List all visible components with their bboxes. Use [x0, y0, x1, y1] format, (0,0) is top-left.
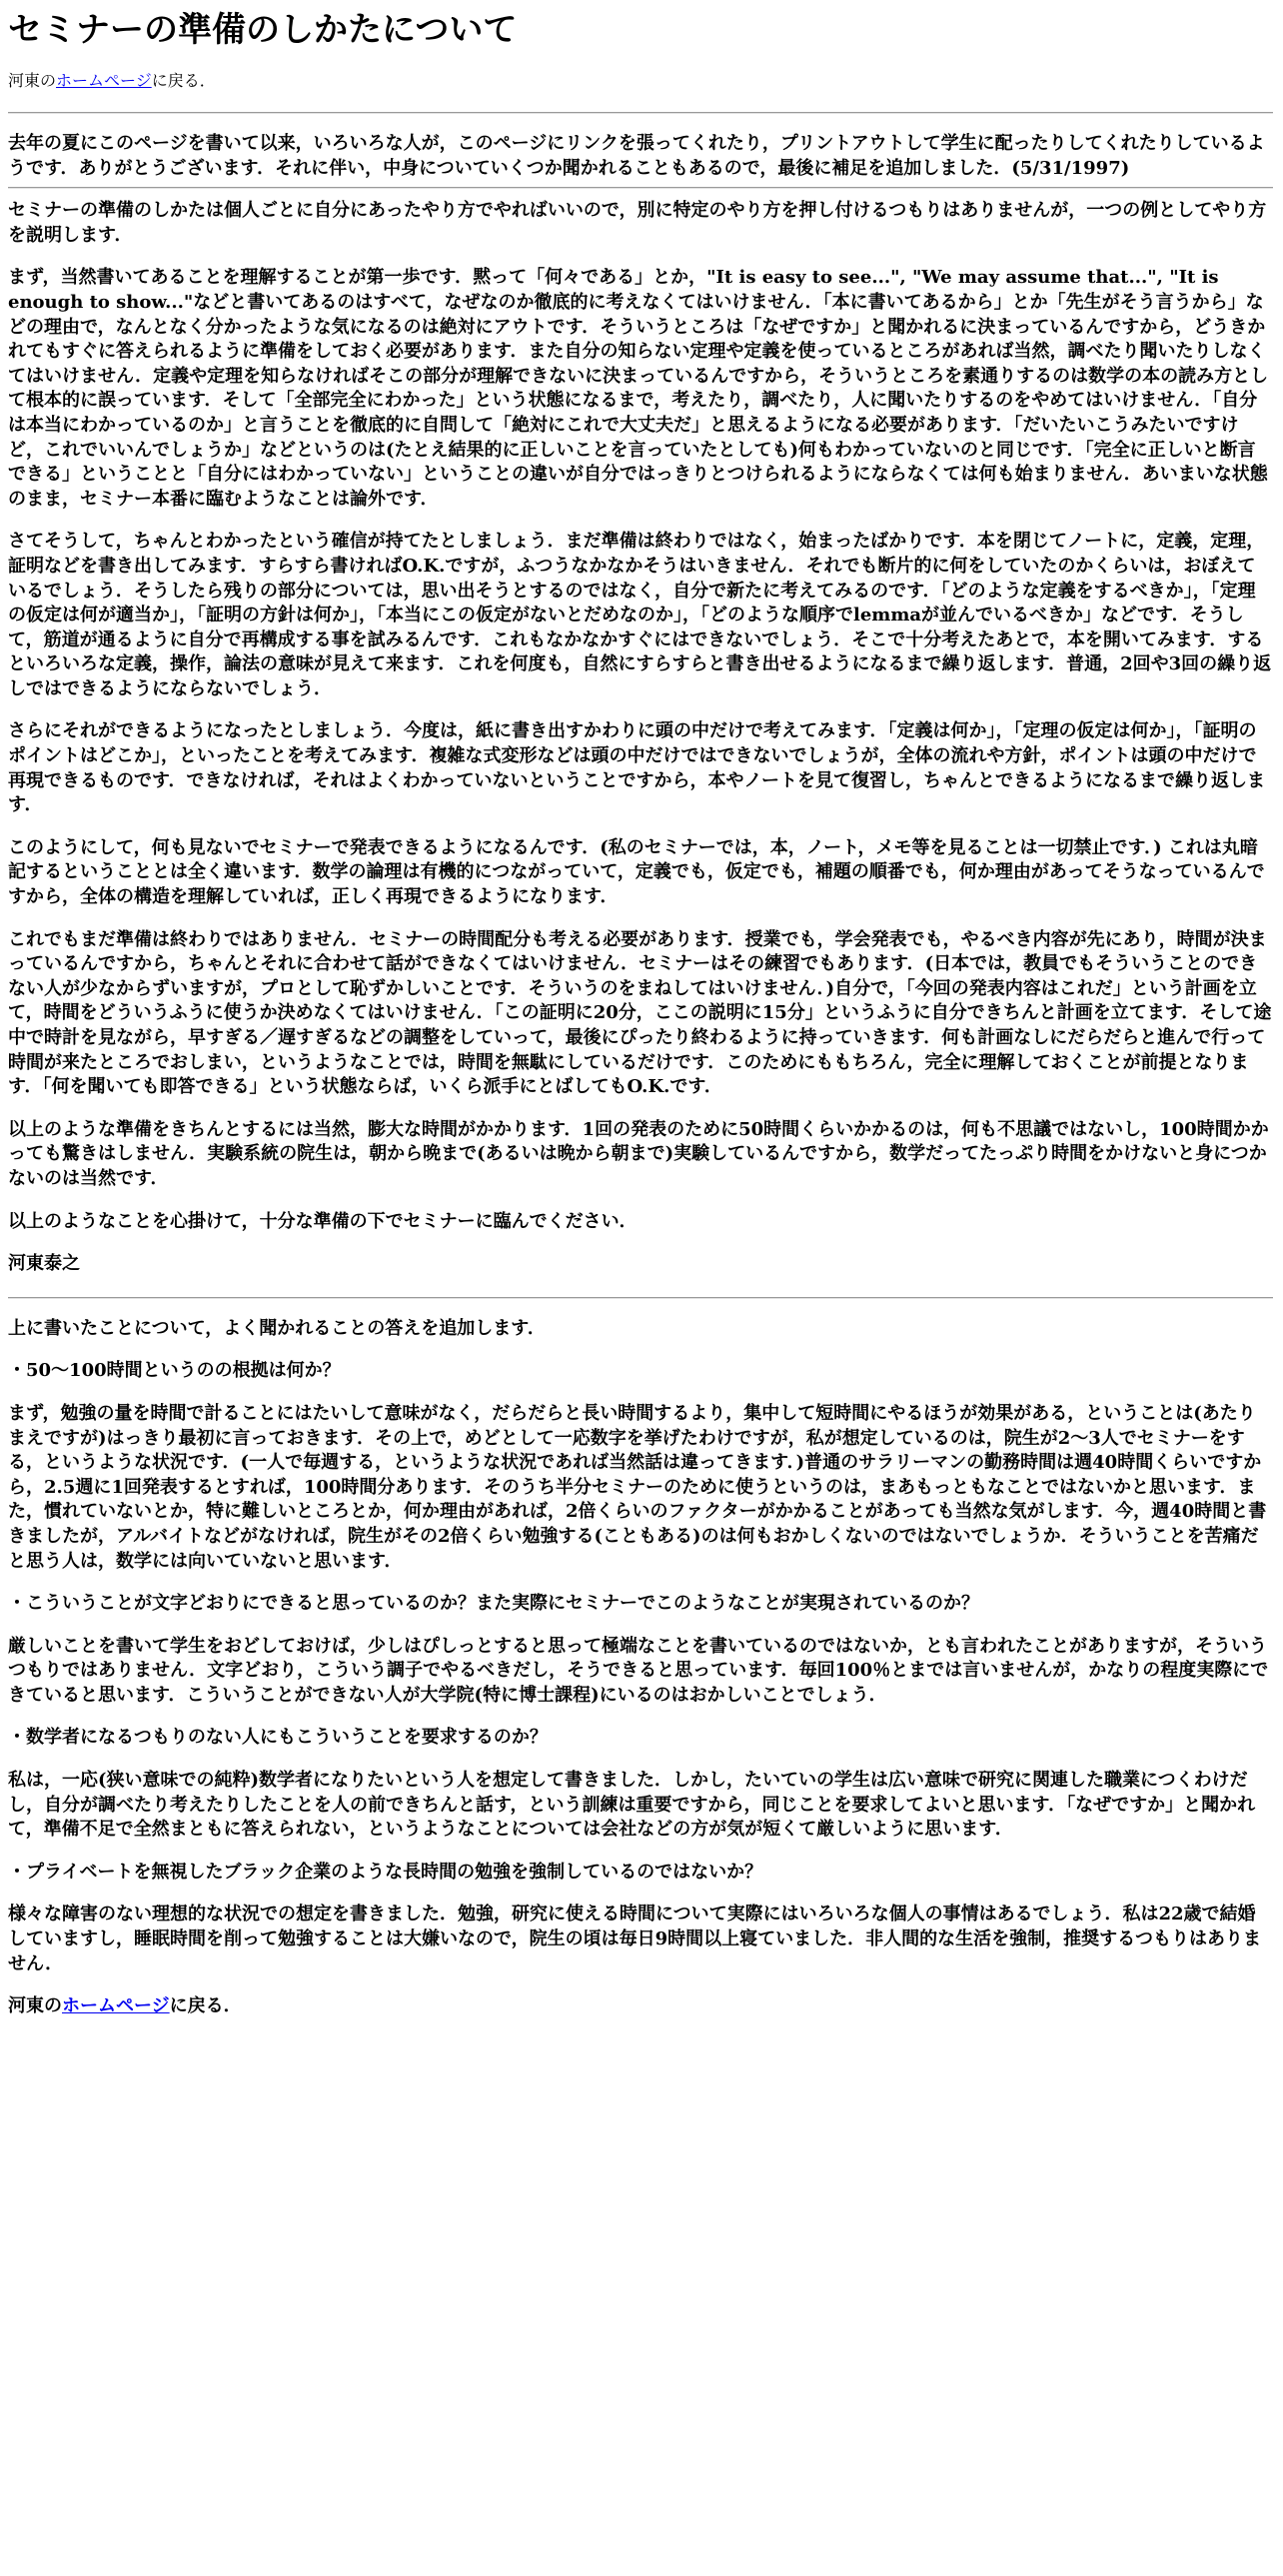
back-prefix-bottom: 河東の: [8, 1995, 62, 2017]
homepage-link-top[interactable]: ホームページ: [56, 71, 152, 90]
back-suffix: に戻る．: [151, 71, 216, 90]
back-to-home-bottom: [8, 1994, 1273, 2019]
paragraph-closing: 以上のようなことを心掛けて，十分な準備の下でセミナーに臨んでください．: [8, 1210, 638, 1232]
faq-answer-4: 様々な障害のない理想的な状況での想定を書きました．勉強，研究に使える時間について実際にはいろいろな個人の事情はあるでしょう．私は22歳で結婚していますし，睡眠時間を削って勉強することは大嫌いなので，院生の頃は毎日9時間以上寝ていました．非人間的な生活を強制，推奨するつもりはありません．: [8, 1904, 1261, 1974]
update-note: 去年の夏にこのページを書いて以来，いろいろな人が，このページにリンクを張ってくれたり，プリントアウトして学生に配ったりしてくれたりしているようです．ありがとうございます．それに伴い，中身についていくつか聞かれることもあるので，最後に補足を追加しました．(5/31/1997): [8, 133, 1265, 179]
divider-top: [8, 112, 1273, 114]
author-signature: 河東泰之: [8, 1253, 80, 1275]
faq-answer-1: まず，勉強の量を時間で計ることにはたいして意味がなく，だらだらと長い時間するより，集中して短時間にやるほうが効果がある，ということは(あたりまえですが)はっきり最初に言っておきます．その上で，めどとして一応数字を挙げたわけですが，私が想定しているのは，院生が2～3人でセミナーをする，というような状況です．(一人で毎週する，というような状況であれば当然話は違ってきます．)普通のサラリーマンの勤務時間は週40時間くらいですから，2.5週に1回発表するとすれば，100時間分あります．そのうち半分セミナーのために使うというのは，まあもっともなことではないかと思います．また，慣れていないとか，特に難しいところとか，何か理由があれば，2倍くらいのファクターがかかることがあっても当然な気がします．今，週40時間と書きましたが，アルバイトなどがなければ，院生がその2倍くらい勉強する(こともある)のは何もおかしくないのではないでしょうか．そういうことを苦痛だと思う人は，数学には向いていないと思います．: [8, 1402, 1267, 1572]
homepage-link-bottom[interactable]: ホームページ: [62, 1995, 170, 2017]
addendum-intro: 上に書いたことについて，よく聞かれることの答えを追加します．: [8, 1317, 546, 1339]
divider-after-note: [8, 187, 1273, 189]
paragraph-hours: 以上のような準備をきちんとするには当然，膨大な時間がかかります．1回の発表のために50時間くらいかかるのは，何も不思議ではないし，100時間かかっても驚きはしません．実験系統の院生は，朝から晩まで(あるいは晩から朝まで)実験しているんですから，数学だってたっぷり時間をかけないと身につかないのは当然です．: [8, 1118, 1269, 1189]
back-suffix-bottom: に戻る．: [169, 1995, 242, 2017]
paragraph-no-notes: このようにして，何も見ないでセミナーで発表できるようになるんです．(私のセミナーでは，本，ノート，メモ等を見ることは一切禁止です．) これは丸暗記するということとは全く違います．数学の論理は有機的につながっていて，定義でも，仮定でも，補題の順番でも，何か理由があってそうなっているんですから，全体の構造を理解していれば，正しく再現できるようになります．: [8, 836, 1265, 908]
faq-question-4: ・プライベートを無視したブラック企業のような長時間の勉強を強制しているのではないか？: [8, 1861, 763, 1883]
faq-question-3: ・数学者になるつもりのない人にもこういうことを要求するのか？: [8, 1727, 548, 1749]
paragraph-intro: セミナーの準備のしかたは個人ごとに自分にあったやり方でやればいいので，別に特定のやり方を押し付けるつもりはありませんが，一つの例としてやり方を説明します．: [8, 200, 1267, 246]
paragraph-rewriting: さてそうして，ちゃんとわかったという確信が持てたとしましょう．まだ準備は終わりではなく，始まったばかりです．本を閉じてノートに，定義，定理，証明などを書き出してみます．すらすら書ければO.K.ですが，ふつうなかなかそうはいきません．それでも断片的に何をしていたのかくらいは，おぼえているでしょう．そうしたら残りの部分については，思い出そうとするのではなく，自分で新たに考えてみるのです．「どのような定義をするべきか」，「定理の仮定は何が適当か」，「証明の方針は何か」，「本当にこの仮定がないとだめなのか」，「どのような順序でlemmaが並んでいるべきか」などです．そうして，筋道が通るように自分で再構成する事を試みるんです．これもなかなかすぐにはできないでしょう．そこで十分考えたあとで，本を開いてみます．するといろいろな定義，操作，論法の意味が見えて来ます．これを何度も，自然にすらすらと書き出せるようになるまで繰り返します．普通，2回や3回の繰り返しではできるようにならないでしょう．: [8, 531, 1272, 699]
faq-question-2: ・こういうことが文字どおりにできると思っているのか？また実際にセミナーでこのようなことが実現されているのか？: [8, 1593, 979, 1615]
paragraph-understanding: まず，当然書いてあることを理解することが第一歩です．黙って「何々である」とか，"It is easy to see...", "We may assume that...", "It is enough to show..."などと書いてあるのはすべて，なぜなのか徹底的に考えなくてはいけません．「本に書いてあるから」とか「先生がそう言うから」などの理由で，なんとなく分かったような気になるのは絶対にアウトです．そういうところは「なぜですか」と聞かれるに決まっているんですから，どうきかれてもすぐに答えられるように準備をしておく必要があります．また自分の知らない定理や定義を使っているところがあれば当然，調べたり聞いたりしなくてはいけません．定義や定理を知らなければそこの部分が理解できないに決まっているんですから，そういうところを素通りするのは数学の本の読み方として根本的に誤っています．そして「全部完全にわかった」という状態になるまで，考えたり，調べたり，人に聞いたりするのをやめてはいけません．「自分は本当にわかっているのか」と言うことを徹底的に自問して「絶対にこれで大丈夫だ」と思えるようになる必要があります．「だいたいこうみたいですけど，これでいいんでしょうか」などというのは(たとえ結果的に正しいことを言っていたとしても)何もわかっていないのと同じです．「完全に正しいと断言できる」ということと「自分にはわかっていない」ということの違いが自分ではっきりとつけられるようにならなくては何も始まりません．あいまいな状態のまま，セミナー本番に臨むようなことは論外です．: [8, 267, 1269, 510]
page: [0, 10, 1283, 2019]
back-to-home-top: [8, 70, 1273, 92]
faq-question-1: ・50～100時間というのの根拠は何か？: [8, 1360, 341, 1382]
paragraph-time-planning: これでもまだ準備は終わりではありません．セミナーの時間配分も考える必要があります．授業でも，学会発表でも，やるべき内容が先にあり，時間が決まっているんですから，ちゃんとそれに合わせて話ができなくてはいけません．セミナーはその練習でもあります．(日本では，教員でもそういうことのできない人が少なからずいますが，プロとして恥ずかしいことです．そういうのをまねしてはいけません．)自分で，「今回の発表内容はこれだ」という計画を立て，時間をどういうふうに使うか決めなくてはいけません．「この証明に20分，ここの説明に15分」というふうに自分できちんと計画を立てます．そして途中で時計を見ながら，早すぎる／遅すぎるなどの調整をしていって，最後にぴったり終わるように持っていきます．何も計画なしにだらだらと進んで行って時間が来たところでおしまい，というようなことでは，時間を無駄にしているだけです．このためにももちろん，完全に理解しておくことが前提となります．「何を聞いても即答できる」という状態ならば，いくら派手にとばしてもO.K.です．: [8, 928, 1272, 1098]
paragraph-mental-review: さらにそれができるようになったとしましょう．今度は，紙に書き出すかわりに頭の中だけで考えてみます．「定義は何か」，「定理の仮定は何か」，「証明のポイントはどこか」，といったことを考えてみます．複雑な式変形などは頭の中だけではできないでしょうが，全体の流れや方針，ポイントは頭の中だけで再現できるものです．できなければ，それはよくわかっていないということですから，本やノートを見て復習し，ちゃんとできるようになるまで繰り返します．: [8, 720, 1266, 816]
back-prefix: 河東の: [8, 71, 57, 90]
page-title: セミナーの準備のしかたについて: [8, 10, 518, 50]
divider-addendum: [8, 1297, 1273, 1299]
faq-answer-2: 厳しいことを書いて学生をおどしておけば，少しはぴしっとすると思って極端なことを書いているのではないか，とも言われたことがありますが，そういうつもりではありません．文字どおり，こういう調子でやるべきだし，そうできると思っています．毎回100％とまでは言いませんが，かなりの程度実際にできていると思います．こういうことができない人が大学院(特に博士課程)にいるのはおかしいことでしょう．: [8, 1635, 1269, 1706]
faq-answer-3: 私は，一応(狭い意味での純粋)数学者になりたいという人を想定して書きました．しかし，たいていの学生は広い意味で研究に関連した職業につくわけだし，自分が調べたり考えたりしたことを人の前できちんと話す，という訓練は重要ですから，同じことを要求してよいと思います．「なぜですか」と聞かれて，準備不足で全然まともに答えられない，というようなことについては会社などの方が気が短くて厳しいように思います．: [8, 1770, 1256, 1841]
